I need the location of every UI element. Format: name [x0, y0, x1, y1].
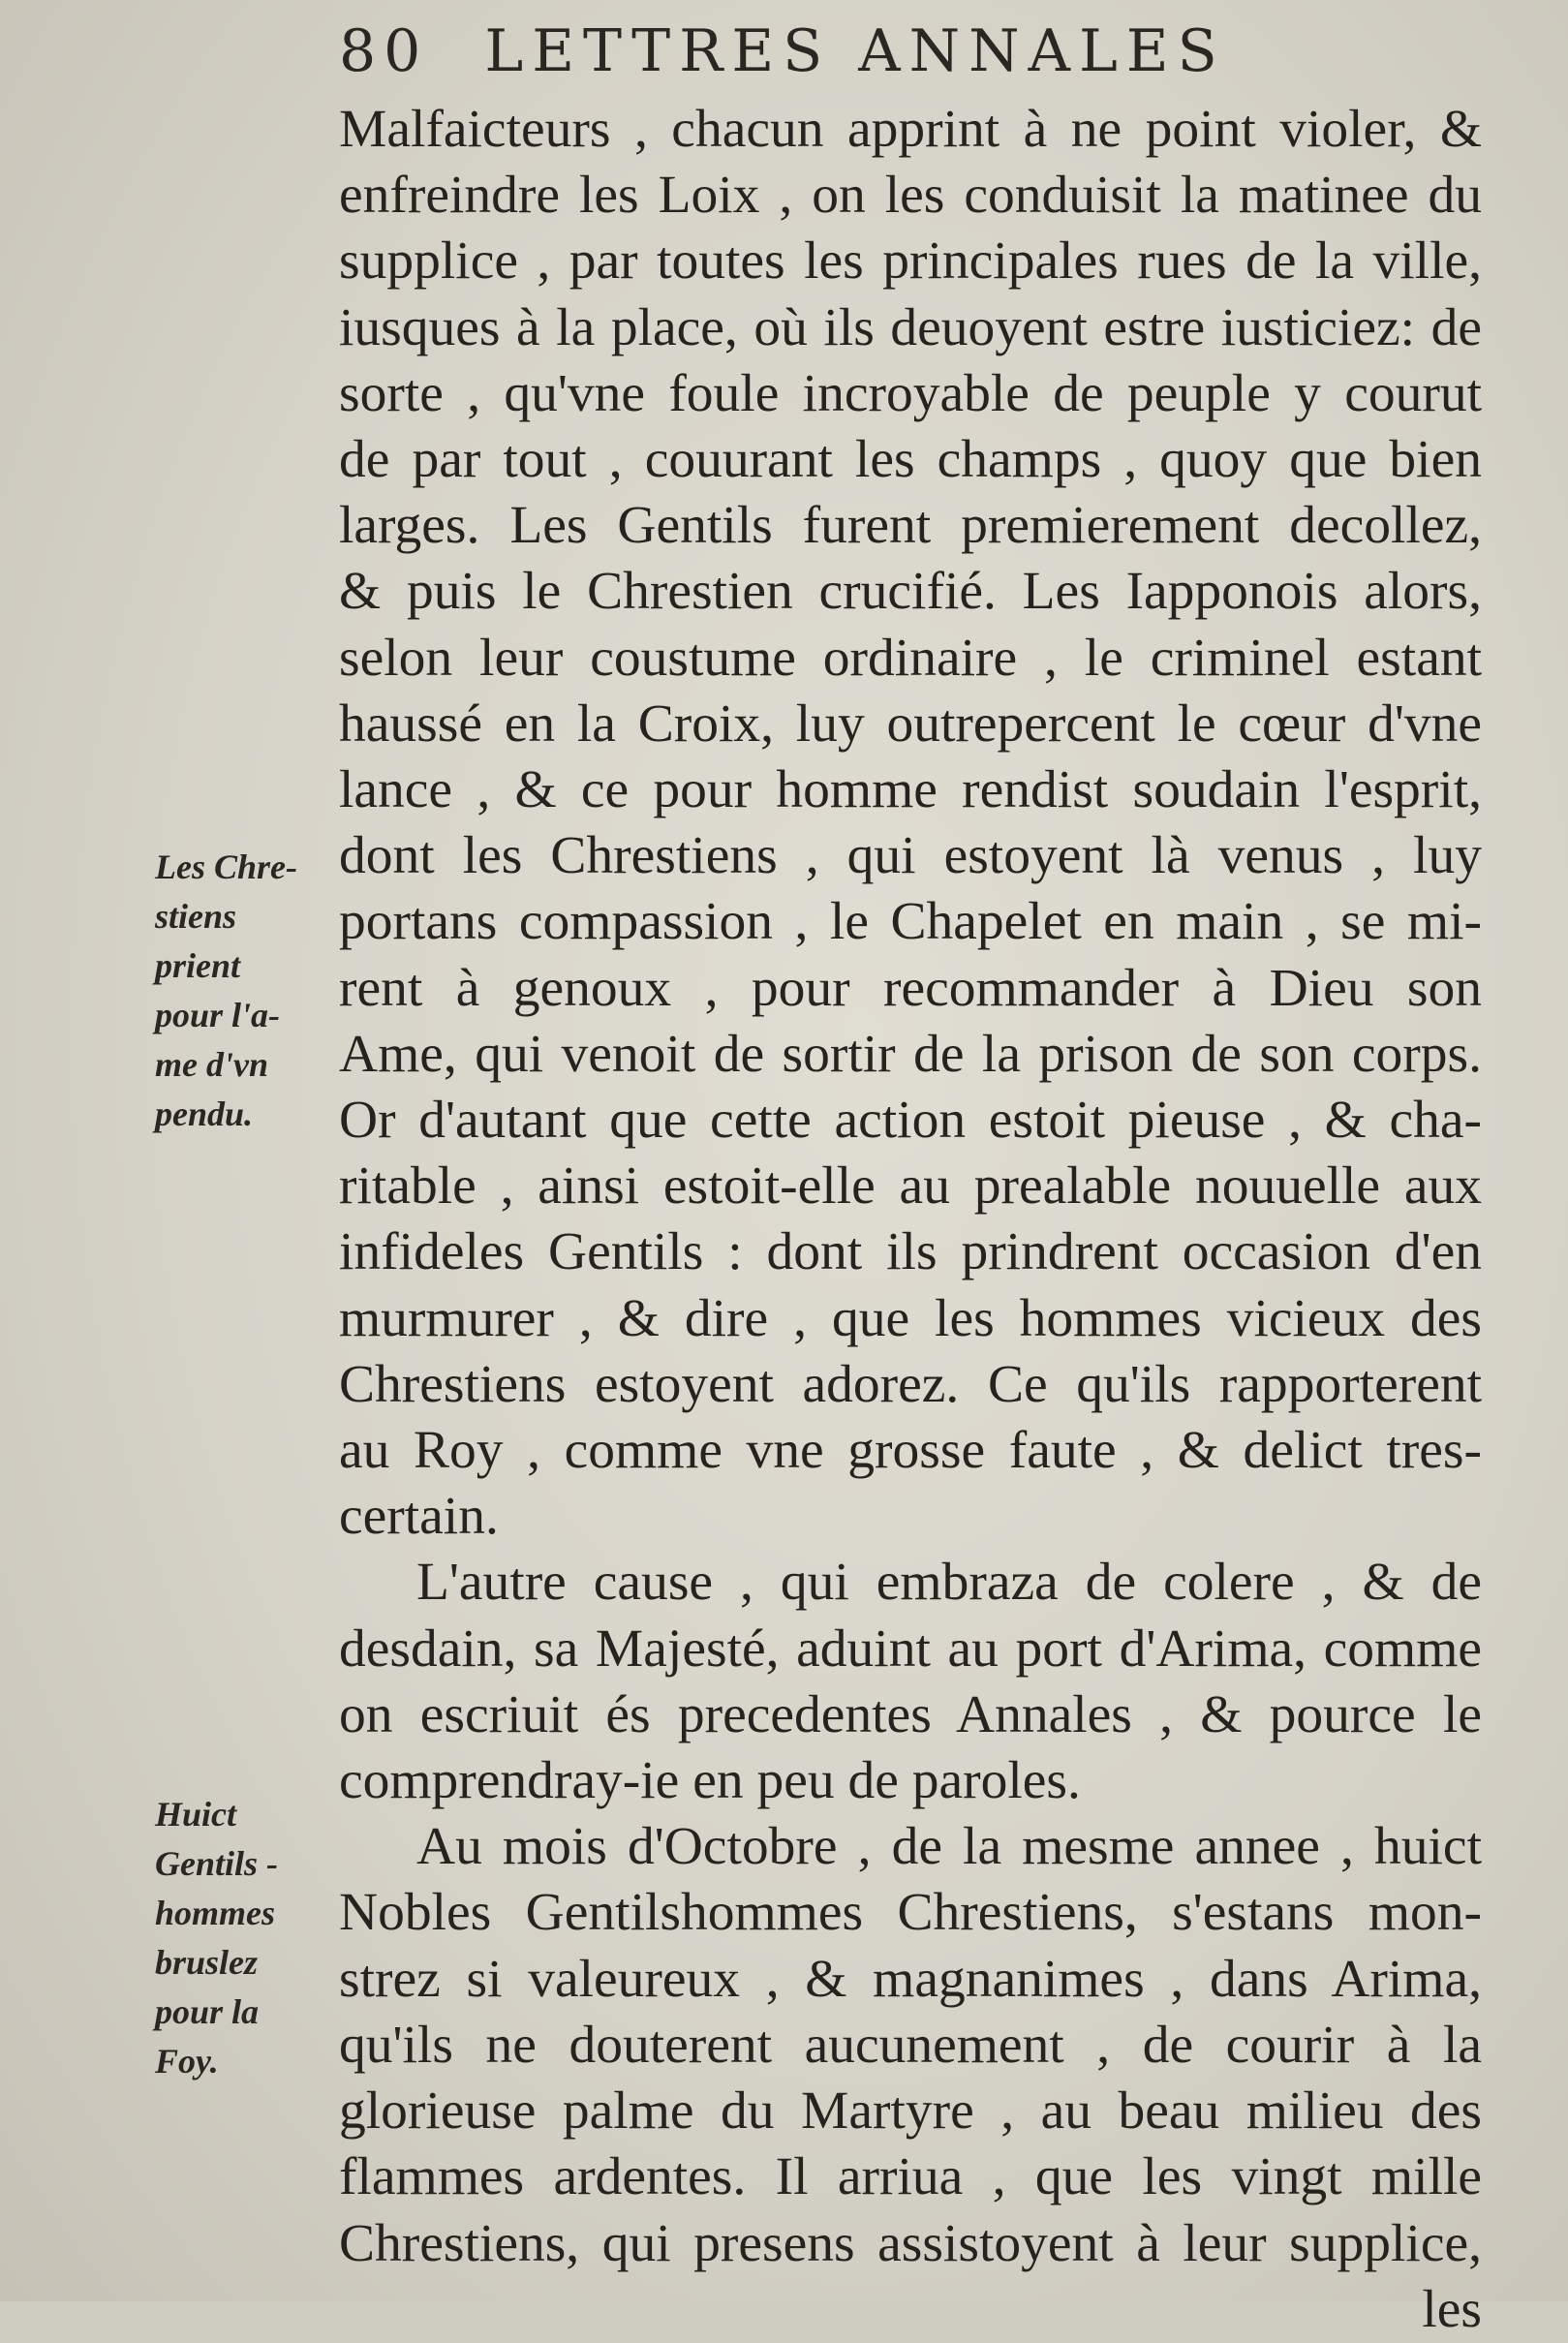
margin-note-line: Foy.: [155, 2042, 219, 2081]
margin-note-line: Gentils -: [155, 1844, 279, 1883]
main-text-block: [339, 97, 1482, 2343]
margin-note-christians-pray: [155, 843, 329, 1139]
margin-note-line: Huict: [155, 1795, 237, 1834]
text-line: on escriuit és precedentes Annales , & pource le: [339, 1684, 1482, 1744]
margin-note-line: hommes: [155, 1894, 276, 1932]
margin-note-line: me d'vn: [155, 1045, 268, 1084]
text-line: murmurer , & dire , que les hommes vicieux des: [339, 1288, 1482, 1348]
margin-note-line: prient: [155, 946, 241, 985]
running-title: LETTRES ANNALES: [484, 17, 1226, 85]
text-line: strez si valeureux , & magnanimes , dans Arima,: [339, 1949, 1482, 2009]
text-line: infideles Gentils : dont ils prindrent occasion d'en: [339, 1222, 1482, 1282]
text-line: au Roy , comme vne grosse faute , & delict tres-: [339, 1421, 1482, 1481]
text-line: supplice , par toutes les principales rues de la ville,: [339, 231, 1482, 292]
text-line: dont les Chrestiens , qui estoyent là venus , luy: [339, 826, 1482, 886]
paragraph-start-line: L'autre cause , qui embraza de colere , & de: [416, 1553, 1482, 1613]
margin-note-line: bruslez: [155, 1943, 259, 1982]
text-line: qu'ils ne douterent aucunement , de courir à la: [339, 2015, 1482, 2075]
text-line: Or d'autant que cette action estoit pieuse , & cha-: [339, 1091, 1482, 1151]
margin-note-line: pendu.: [155, 1094, 254, 1133]
margin-note-line: pour la: [155, 1992, 260, 2031]
text-line: Ame, qui venoit de sortir de la prison de son corps.: [339, 1024, 1482, 1084]
text-line: iusques à la place, où ils deuoyent estre iusticiez: de: [339, 297, 1482, 357]
text-line: Chrestiens estoyent adorez. Ce qu'ils rapporterent: [339, 1354, 1482, 1414]
text-line: portans compassion , le Chapelet en main , se mi-: [339, 892, 1482, 952]
text-line: haussé en la Croix, luy outrepercent le cœur d'vne: [339, 694, 1482, 754]
margin-note-eight-nobles: [155, 1790, 329, 2086]
margin-note-line: stiens: [155, 897, 237, 936]
text-line: certain.: [339, 1487, 499, 1547]
text-line: comprendray-ie en peu de paroles.: [339, 1751, 1081, 1811]
margin-note-line: pour l'a-: [155, 996, 281, 1034]
text-line: flammes ardentes. Il arriua , que les vingt mille: [339, 2147, 1482, 2207]
paragraph-start-line: Au mois d'Octobre , de la mesme annee , huict: [416, 1817, 1482, 1877]
text-line: Chrestiens, qui presens assistoyent à leur supplice,: [339, 2213, 1482, 2273]
text-line: glorieuse palme du Martyre , au beau milieu des: [339, 2081, 1482, 2142]
text-line: rent à genoux , pour recommander à Dieu son: [339, 958, 1482, 1018]
text-line: selon leur coustume ordinaire , le criminel estant: [339, 628, 1482, 688]
margin-note-line: Les Chre-: [155, 848, 297, 886]
text-line: ritable , ainsi estoit-elle au prealable nouuelle aux: [339, 1156, 1482, 1217]
text-line: de par tout , couurant les champs , quoy que bien: [339, 430, 1482, 490]
text-line: sorte , qu'vne foule incroyable de peuple y courut: [339, 363, 1482, 423]
catchword: les: [1422, 2279, 1482, 2339]
text-line: desdain, sa Majesté, aduint au port d'Arima, comme: [339, 1619, 1482, 1679]
page-number: 80: [339, 17, 429, 85]
text-line: lance , & ce pour homme rendist soudain l'esprit,: [339, 760, 1482, 820]
text-line: Malfaicteurs , chacun apprint à ne point violer, &: [339, 100, 1482, 159]
text-line: Nobles Gentilshommes Chrestiens, s'estans mon-: [339, 1883, 1482, 1943]
text-line: larges. Les Gentils furent premierement decollez,: [339, 496, 1482, 556]
running-header: [339, 17, 1307, 85]
text-line: & puis le Chrestien crucifié. Les Iapponois alors,: [339, 562, 1482, 622]
text-line: enfreindre les Loix , on les conduisit la matinee du: [339, 166, 1482, 226]
